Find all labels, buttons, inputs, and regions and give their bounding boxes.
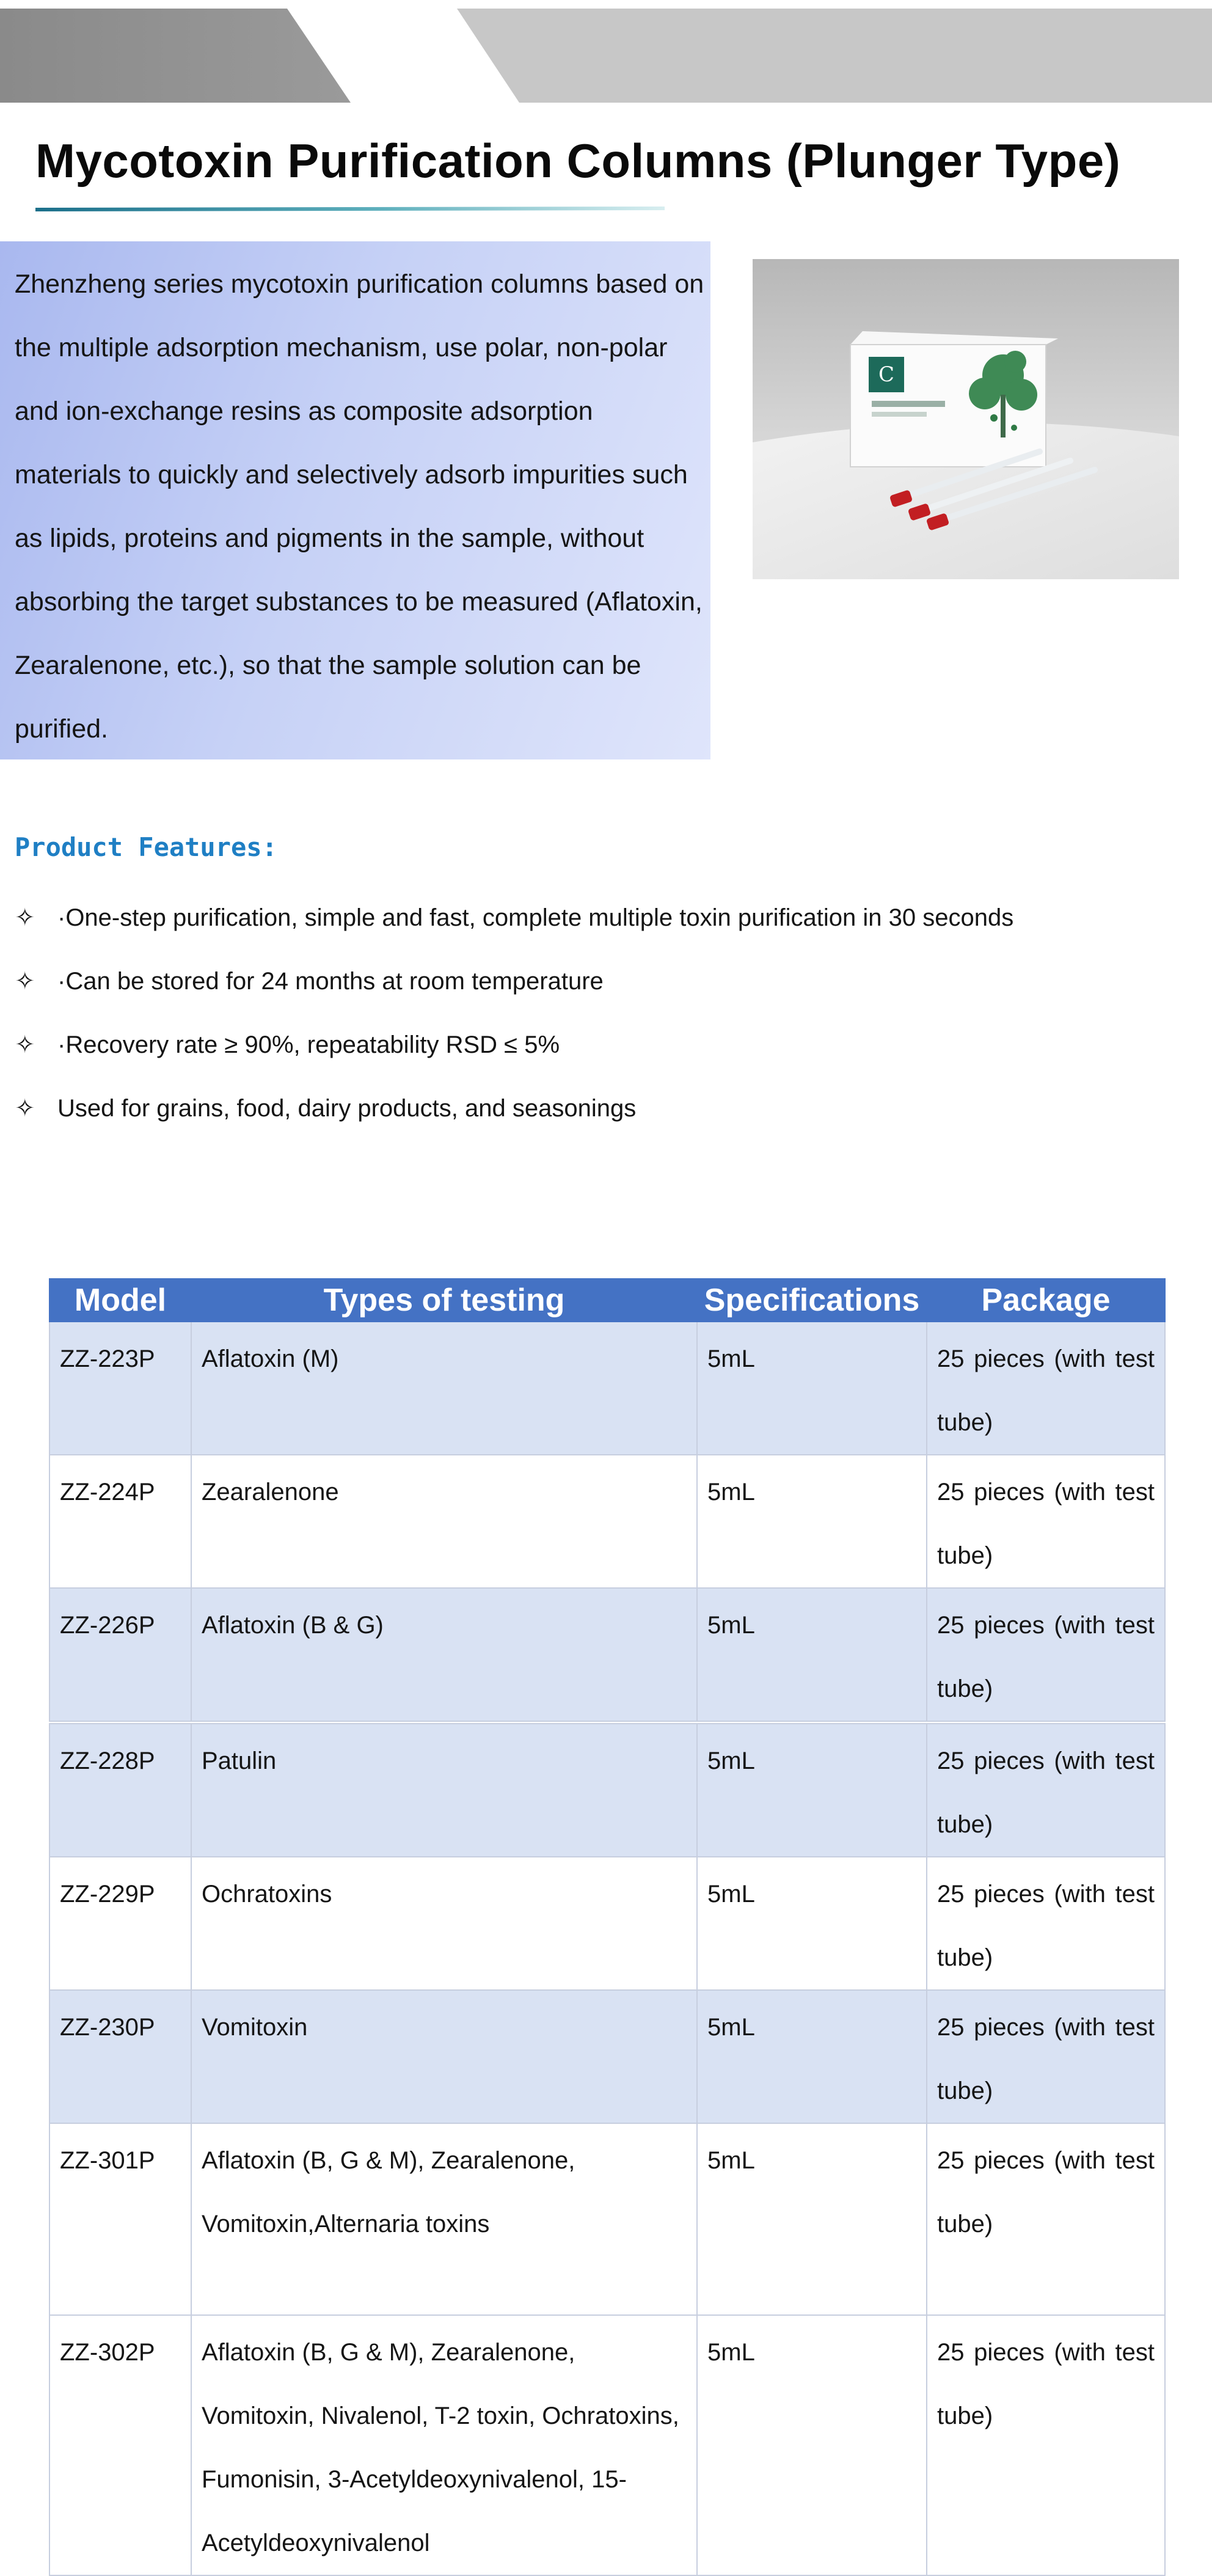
- banner-light-panel: [457, 9, 1212, 103]
- product-features-heading: Product Features:: [15, 832, 277, 862]
- cell-model: ZZ-301P: [49, 2123, 191, 2315]
- intro-paragraph: Zhenzheng series mycotoxin purification columns based on the multiple adsorption mechanism, use polar, non-polar and ion-exchange resins as composite adsorption materials to quickly and selectively adsorb impurities such as lipids, proteins and pigments in the sample, without absorbing the target substances to be measured (Aflatoxin, Zearalenone, etc.), so that the sample solution can be purified.: [15, 269, 704, 744]
- header-package: Package: [927, 1279, 1165, 1322]
- feature-text: ·Can be stored for 24 months at room temperature: [57, 968, 604, 995]
- intro-panel: [0, 241, 710, 759]
- cell-package: 25 pieces (with test tube): [927, 2123, 1165, 2315]
- cell-package: 25 pieces (with test tube): [927, 1322, 1165, 1455]
- feature-text: ·Recovery rate ≥ 90%, repeatability RSD ≤ 5%: [57, 1031, 560, 1058]
- cell-spec: 5mL: [697, 1990, 927, 2123]
- table-header-row: [49, 1279, 1165, 1322]
- cell-spec: 5mL: [697, 1857, 927, 1990]
- header-types-of-testing: Types of testing: [191, 1279, 697, 1322]
- cell-spec: 5mL: [697, 1322, 927, 1455]
- product-box: [850, 331, 1058, 467]
- table-row: [49, 1455, 1165, 1588]
- product-table-continued: [49, 1723, 1166, 2576]
- svg-text:C: C: [878, 362, 895, 387]
- cell-model: ZZ-302P: [49, 2315, 191, 2575]
- banner-graphic: [0, 0, 1212, 103]
- cell-type: Vomitoxin: [191, 1990, 697, 2123]
- cell-model: ZZ-223P: [49, 1322, 191, 1455]
- title-underline: [35, 204, 665, 213]
- cell-type: Patulin: [191, 1724, 697, 1857]
- cell-type: Aflatoxin (B, G & M), Zearalenone, Vomitoxin,Alternaria toxins: [191, 2123, 697, 2315]
- header-model: Model: [49, 1279, 191, 1322]
- cell-package: 25 pieces (with test tube): [927, 1857, 1165, 1990]
- header-banner: [0, 0, 1212, 103]
- cell-package: 25 pieces (with test tube): [927, 1588, 1165, 1721]
- product-photo: [753, 259, 1179, 579]
- star-bullet-icon: ✧: [15, 904, 35, 931]
- cell-model: ZZ-228P: [49, 1724, 191, 1857]
- cell-type: Ochratoxins: [191, 1857, 697, 1990]
- table-row: [49, 2315, 1165, 2575]
- table-row: [49, 2123, 1165, 2315]
- table-row: [49, 1588, 1165, 1721]
- cell-package: 25 pieces (with test tube): [927, 2315, 1165, 2575]
- cell-type: Zearalenone: [191, 1455, 697, 1588]
- cell-package: 25 pieces (with test tube): [927, 1990, 1165, 2123]
- star-bullet-icon: ✧: [15, 968, 35, 995]
- cell-package: 25 pieces (with test tube): [927, 1724, 1165, 1857]
- cell-spec: 5mL: [697, 2315, 927, 2575]
- feature-text: Used for grains, food, dairy products, and seasonings: [57, 1095, 637, 1122]
- table-row: [49, 1990, 1165, 2123]
- cell-type: Aflatoxin (M): [191, 1322, 697, 1455]
- cell-spec: 5mL: [697, 2123, 927, 2315]
- cell-model: ZZ-229P: [49, 1857, 191, 1990]
- header-specifications: Specifications: [697, 1279, 927, 1322]
- table-row: [49, 1724, 1165, 1857]
- page-title: Mycotoxin Purification Columns (Plunger Type): [35, 134, 1121, 188]
- star-bullet-icon: ✧: [15, 1031, 35, 1058]
- star-bullet-icon: ✧: [15, 1095, 35, 1122]
- cell-spec: 5mL: [697, 1455, 927, 1588]
- product-table: [49, 1278, 1166, 1722]
- table-row: [49, 1857, 1165, 1990]
- cell-model: ZZ-226P: [49, 1588, 191, 1721]
- cell-type: Aflatoxin (B, G & M), Zearalenone, Vomitoxin, Nivalenol, T-2 toxin, Ochratoxins, Fumonisin, 3-Acetyldeoxynivalenol, 15-Acetyldeoxynivalenol: [191, 2315, 697, 2575]
- table-row: [49, 1322, 1165, 1455]
- cell-package: 25 pieces (with test tube): [927, 1455, 1165, 1588]
- cell-model: ZZ-230P: [49, 1990, 191, 2123]
- cell-type: Aflatoxin (B & G): [191, 1588, 697, 1721]
- feature-text: ·One-step purification, simple and fast, complete multiple toxin purification in 30 seconds: [57, 904, 1014, 931]
- cell-model: ZZ-224P: [49, 1455, 191, 1588]
- cell-spec: 5mL: [697, 1588, 927, 1721]
- cell-spec: 5mL: [697, 1724, 927, 1857]
